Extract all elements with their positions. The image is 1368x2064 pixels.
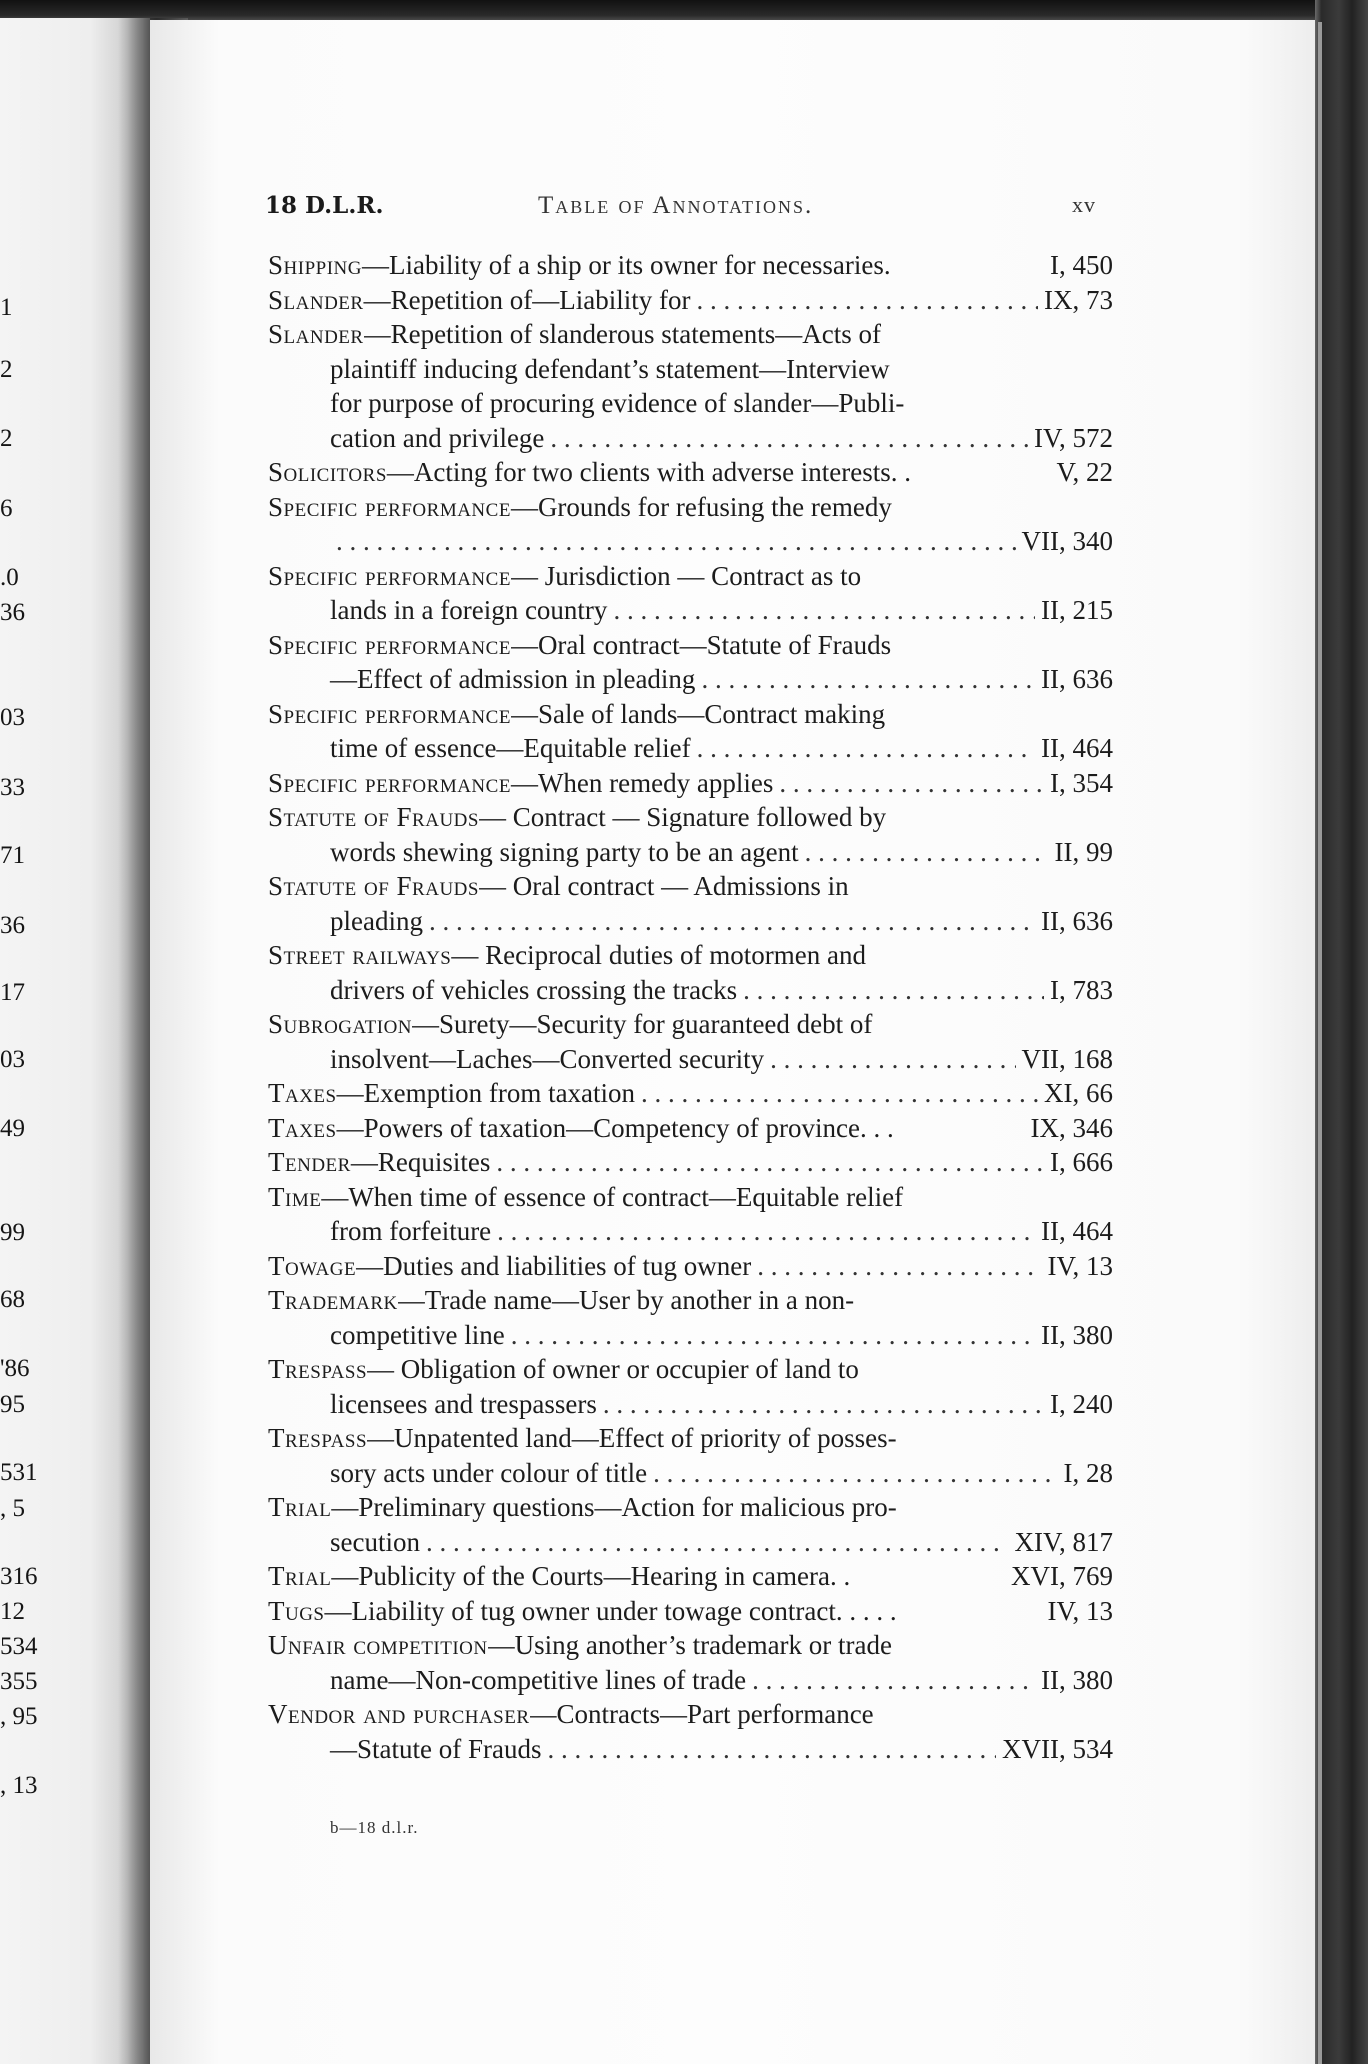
volume-page-reference: I, 28 [1063, 1457, 1113, 1488]
index-term: Shipping [268, 250, 362, 280]
dot-leader [653, 1456, 1057, 1491]
index-entry-line [268, 455, 1113, 490]
index-entry-line [268, 869, 1113, 904]
index-entry-line [268, 1214, 1113, 1249]
index-entry [268, 317, 1113, 455]
index-entry-line [268, 697, 1113, 732]
index-entry [268, 1007, 1113, 1076]
index-entry [268, 1352, 1113, 1421]
previous-page-number: 316 [0, 1563, 38, 1590]
previous-page-number: 03 [0, 1046, 25, 1073]
index-term: Tugs [268, 1595, 325, 1626]
previous-page-number: 95 [0, 1391, 25, 1418]
index-term: Subrogation [268, 1009, 413, 1039]
index-description: drivers of vehicles crossing the tracks [330, 974, 738, 1005]
index-term: Street railways [268, 940, 452, 970]
volume-page-reference: XI, 66 [1044, 1078, 1113, 1108]
previous-page-number: , 95 [0, 1703, 38, 1730]
previous-page-number: 99 [0, 1219, 25, 1246]
index-term: Trial [268, 1561, 332, 1591]
index-description: competitive line [330, 1319, 505, 1350]
dot-leader [497, 1214, 1035, 1249]
dot-leader [550, 421, 1028, 456]
index-description: —Surety—Security for guaranteed debt of [412, 1009, 873, 1039]
index-term: Towage [268, 1250, 357, 1281]
dot-leader [426, 1525, 1009, 1560]
volume-page-reference: IV, 572 [1033, 422, 1113, 453]
index-entry [268, 766, 1113, 801]
index-entry-line [268, 1628, 1113, 1663]
index-description: — Oral contract — Admissions in [478, 871, 849, 901]
index-description: plaintiff inducing defendant’s statement—Interview [330, 353, 890, 384]
index-term: Specific performance [268, 698, 511, 729]
dot-leader [429, 904, 1035, 939]
index-entry-line [268, 317, 1113, 352]
previous-page-number: 36 [0, 912, 25, 939]
volume-page-reference: IV, 13 [1047, 1595, 1113, 1626]
index-entry-line [268, 1421, 1113, 1456]
index-term: Tender [268, 1147, 351, 1177]
index-description: —Repetition of slanderous statements—Acts of [363, 319, 881, 349]
volume-page-reference: V, 22 [1056, 457, 1113, 487]
index-description: pleading [330, 905, 423, 936]
index-description: —Statute of Frauds [330, 1733, 542, 1764]
index-description: for purpose of procuring evidence of slander—Publi- [330, 388, 905, 418]
index-entry-line [268, 421, 1113, 456]
index-description: —Repetition of—Liability for [363, 284, 691, 315]
index-entry-line [268, 1352, 1113, 1387]
index-term: Trial [268, 1492, 332, 1522]
index-entry-line [268, 731, 1113, 766]
previous-page-number: 71 [0, 842, 25, 869]
dot-leader [641, 1076, 1038, 1111]
index-entry [268, 490, 1113, 559]
index-entry [268, 1249, 1113, 1284]
index-description: — Obligation of owner or occupier of land to [367, 1354, 859, 1384]
index-term: Slander [268, 284, 364, 315]
index-entry-line [268, 1249, 1113, 1284]
previous-page-number: 534 [0, 1633, 38, 1660]
volume-page-reference: II, 380 [1041, 1664, 1113, 1695]
index-term: Specific performance [268, 767, 511, 798]
index-term: Time [268, 1181, 322, 1212]
index-term: Specific performance [268, 560, 511, 591]
index-description: sory acts under colour of title [330, 1457, 648, 1488]
index-entry-line [268, 559, 1113, 594]
previous-page-number: 12 [0, 1598, 25, 1625]
previous-page-number: 17 [0, 979, 25, 1006]
dot-leader [603, 1387, 1044, 1422]
index-description: —Exemption from taxation [336, 1078, 636, 1108]
index-description: licensees and trespassers [330, 1388, 597, 1419]
previous-page-number: , 13 [0, 1772, 38, 1799]
index-description: —Using another’s trademark or trade [487, 1630, 892, 1660]
index-entry-line [268, 1490, 1113, 1525]
index-entry-line [268, 1663, 1113, 1698]
volume-page-reference: IX, 346 [1030, 1112, 1113, 1143]
index-description: —Grounds for refusing the remedy [510, 491, 892, 522]
index-entry-line [268, 283, 1113, 318]
index-term: Trademark [268, 1285, 398, 1315]
index-description: —Preliminary questions—Action for malicious pro- [331, 1492, 897, 1522]
volume-page-reference: II, 464 [1041, 733, 1113, 763]
index-entry-line [268, 800, 1113, 835]
index-description: —Sale of lands—Contract making [510, 698, 886, 729]
index-entry [268, 697, 1113, 766]
index-description: words shewing signing party to be an agent [330, 836, 799, 867]
index-entry-line [268, 593, 1113, 628]
dot-leader [511, 1318, 1035, 1353]
volume-page-reference: II, 380 [1041, 1319, 1113, 1350]
previous-page-number: '86 [0, 1355, 30, 1382]
previous-page-number: 1 [0, 294, 13, 321]
index-entry [268, 1594, 1113, 1629]
index-entry-line [268, 1111, 1113, 1146]
index-entry-line [268, 662, 1113, 697]
index-entry-line [268, 1180, 1113, 1215]
index-entry-line [268, 524, 1113, 559]
previous-page-number: 355 [0, 1668, 38, 1695]
dot-leader [613, 593, 1035, 628]
index-description: —Publicity of the Courts—Hearing in camera. . [331, 1561, 851, 1591]
index-entry-line [268, 1007, 1113, 1042]
index-description: —Duties and liabilities of tug owner [356, 1250, 752, 1281]
previous-page-number: 33 [0, 774, 25, 801]
index-entry-line [268, 352, 1113, 387]
index-description: —Powers of taxation—Competency of province. . . [336, 1112, 894, 1143]
index-description: lands in a foreign country [330, 595, 608, 625]
dot-leader [779, 766, 1044, 801]
index-term: Trespass [268, 1354, 368, 1384]
volume-page-reference: II, 99 [1054, 836, 1113, 867]
index-entry-line [268, 490, 1113, 525]
dot-leader [743, 973, 1044, 1008]
index-description: —Effect of admission in pleading [330, 664, 696, 694]
index-entry-line [268, 1387, 1113, 1422]
previous-page-number: 03 [0, 704, 25, 731]
index-description: —Unpatented land—Effect of priority of posses- [367, 1423, 897, 1453]
previous-page-number: 49 [0, 1115, 25, 1142]
volume-page-reference: IV, 13 [1047, 1250, 1113, 1281]
index-entry-line [268, 628, 1113, 663]
index-entry [268, 628, 1113, 697]
index-description: — Reciprocal duties of motormen and [451, 940, 867, 970]
index-entry [268, 1628, 1113, 1697]
index-term: Statute of Frauds [268, 871, 479, 901]
index-description: — Contract — Signature followed by [478, 802, 887, 832]
dot-leader [757, 1249, 1041, 1284]
dot-leader [496, 1145, 1044, 1180]
index-entry-line [268, 1559, 1113, 1594]
volume-page-reference: XVII, 534 [1002, 1733, 1113, 1764]
dot-leader [770, 1042, 1015, 1077]
index-description: —Liability of a ship or its owner for necessaries. [361, 250, 891, 280]
index-description: from forfeiture [330, 1216, 492, 1246]
running-head-title: Table of Annotations. [538, 192, 814, 219]
index-entry [268, 455, 1113, 490]
previous-page-number: 68 [0, 1286, 25, 1313]
volume-page-reference: XIV, 817 [1014, 1526, 1113, 1557]
volume-page-reference: VII, 340 [1021, 526, 1113, 556]
volume-page-reference: I, 666 [1050, 1147, 1113, 1177]
index-entry [268, 1111, 1113, 1146]
index-description: name—Non-competitive lines of trade [330, 1664, 747, 1695]
index-entry [268, 1145, 1113, 1180]
index-entry [268, 1076, 1113, 1111]
index-description: —Oral contract—Statute of Frauds [510, 629, 892, 660]
index-entry [268, 1559, 1113, 1594]
volume-page-reference: II, 636 [1041, 905, 1113, 936]
index-description: cation and privilege [330, 422, 545, 453]
index-term: Taxes [268, 1078, 337, 1108]
index-entry [268, 1421, 1113, 1490]
volume-page-reference: II, 464 [1041, 1216, 1113, 1246]
index-description: — Jurisdiction — Contract as to [510, 560, 862, 591]
running-head-volume: 18 D.L.R. [265, 192, 384, 219]
index-entry-line [268, 1697, 1113, 1732]
index-entry [268, 869, 1113, 938]
volume-page-reference: II, 215 [1041, 595, 1113, 625]
index-entry [268, 938, 1113, 1007]
previous-page-number: 36 [0, 599, 25, 626]
volume-page-reference: XVI, 769 [1011, 1561, 1113, 1591]
index-entry [268, 1490, 1113, 1559]
index-entry-line [268, 1145, 1113, 1180]
index-description: time of essence—Equitable relief [330, 733, 691, 763]
previous-page-number: 531 [0, 1459, 38, 1486]
index-entry-line [268, 766, 1113, 801]
index-term: Unfair competition [268, 1630, 488, 1660]
index-entry [268, 283, 1113, 318]
previous-page-number: 2 [0, 356, 13, 383]
dot-leader [336, 524, 1016, 559]
previous-page-number: 2 [0, 425, 13, 452]
volume-page-reference: I, 240 [1050, 1388, 1113, 1419]
volume-page-reference: I, 783 [1050, 974, 1113, 1005]
scan-top-edge [0, 0, 1368, 22]
volume-page-reference: I, 450 [1050, 250, 1113, 280]
previous-page-number: 6 [0, 495, 13, 522]
index-description: —When time of essence of contract—Equitable relief [321, 1181, 904, 1212]
index-description: —Trade name—User by another in a non- [397, 1285, 855, 1315]
index-entry [268, 248, 1113, 283]
volume-page-reference: II, 636 [1041, 664, 1113, 694]
index-term: Specific performance [268, 629, 511, 660]
page-number: xv [1072, 192, 1096, 217]
dot-leader [701, 662, 1035, 697]
previous-page-number: , 5 [0, 1495, 25, 1522]
annotation-index [268, 248, 1113, 1766]
signature-mark: b—18 d.l.r. [330, 1818, 419, 1837]
index-entry-line [268, 1042, 1113, 1077]
dot-leader [805, 835, 1049, 870]
index-entry-line [268, 1525, 1113, 1560]
index-entry-line [268, 1283, 1113, 1318]
index-entry-line [268, 1594, 1113, 1629]
dot-leader [547, 1732, 996, 1767]
book-binding [1315, 0, 1368, 2064]
dot-leader [752, 1663, 1035, 1698]
index-entry-line [268, 1076, 1113, 1111]
index-term: Taxes [268, 1112, 337, 1143]
index-description: —Acting for two clients with adverse interests. . [386, 457, 912, 487]
index-description: —Liability of tug owner under towage contract. . . . . [324, 1595, 897, 1626]
index-description: —Requisites [350, 1147, 491, 1177]
index-entry-line [268, 835, 1113, 870]
index-term: Trespass [268, 1423, 368, 1453]
index-entry-line [268, 973, 1113, 1008]
dot-leader [697, 283, 1038, 318]
index-term: Slander [268, 319, 364, 349]
index-description: secution [330, 1526, 420, 1557]
index-entry-line [268, 1318, 1113, 1353]
volume-page-reference: IX, 73 [1044, 284, 1113, 315]
index-description: insolvent—Laches—Converted security [330, 1043, 765, 1074]
index-entry-line [268, 248, 1113, 283]
index-entry [268, 1697, 1113, 1766]
index-description: —Contracts—Part performance [529, 1699, 874, 1729]
page-edge-highlight [1318, 22, 1322, 2064]
index-entry [268, 800, 1113, 869]
index-entry [268, 1180, 1113, 1249]
index-entry-line [268, 1456, 1113, 1491]
index-term: Specific performance [268, 491, 511, 522]
volume-page-reference: I, 354 [1050, 767, 1113, 798]
dot-leader [697, 731, 1035, 766]
index-entry-line [268, 904, 1113, 939]
index-entry [268, 559, 1113, 628]
index-entry-line [268, 386, 1113, 421]
index-term: Solicitors [268, 457, 387, 487]
index-term: Vendor and purchaser [268, 1699, 530, 1729]
index-entry-line [268, 1732, 1113, 1767]
index-term: Statute of Frauds [268, 802, 479, 832]
volume-page-reference: VII, 168 [1021, 1043, 1113, 1074]
index-entry-line [268, 938, 1113, 973]
previous-page-number: .0 [0, 564, 19, 591]
index-entry [268, 1283, 1113, 1352]
index-description: —When remedy applies [510, 767, 774, 798]
